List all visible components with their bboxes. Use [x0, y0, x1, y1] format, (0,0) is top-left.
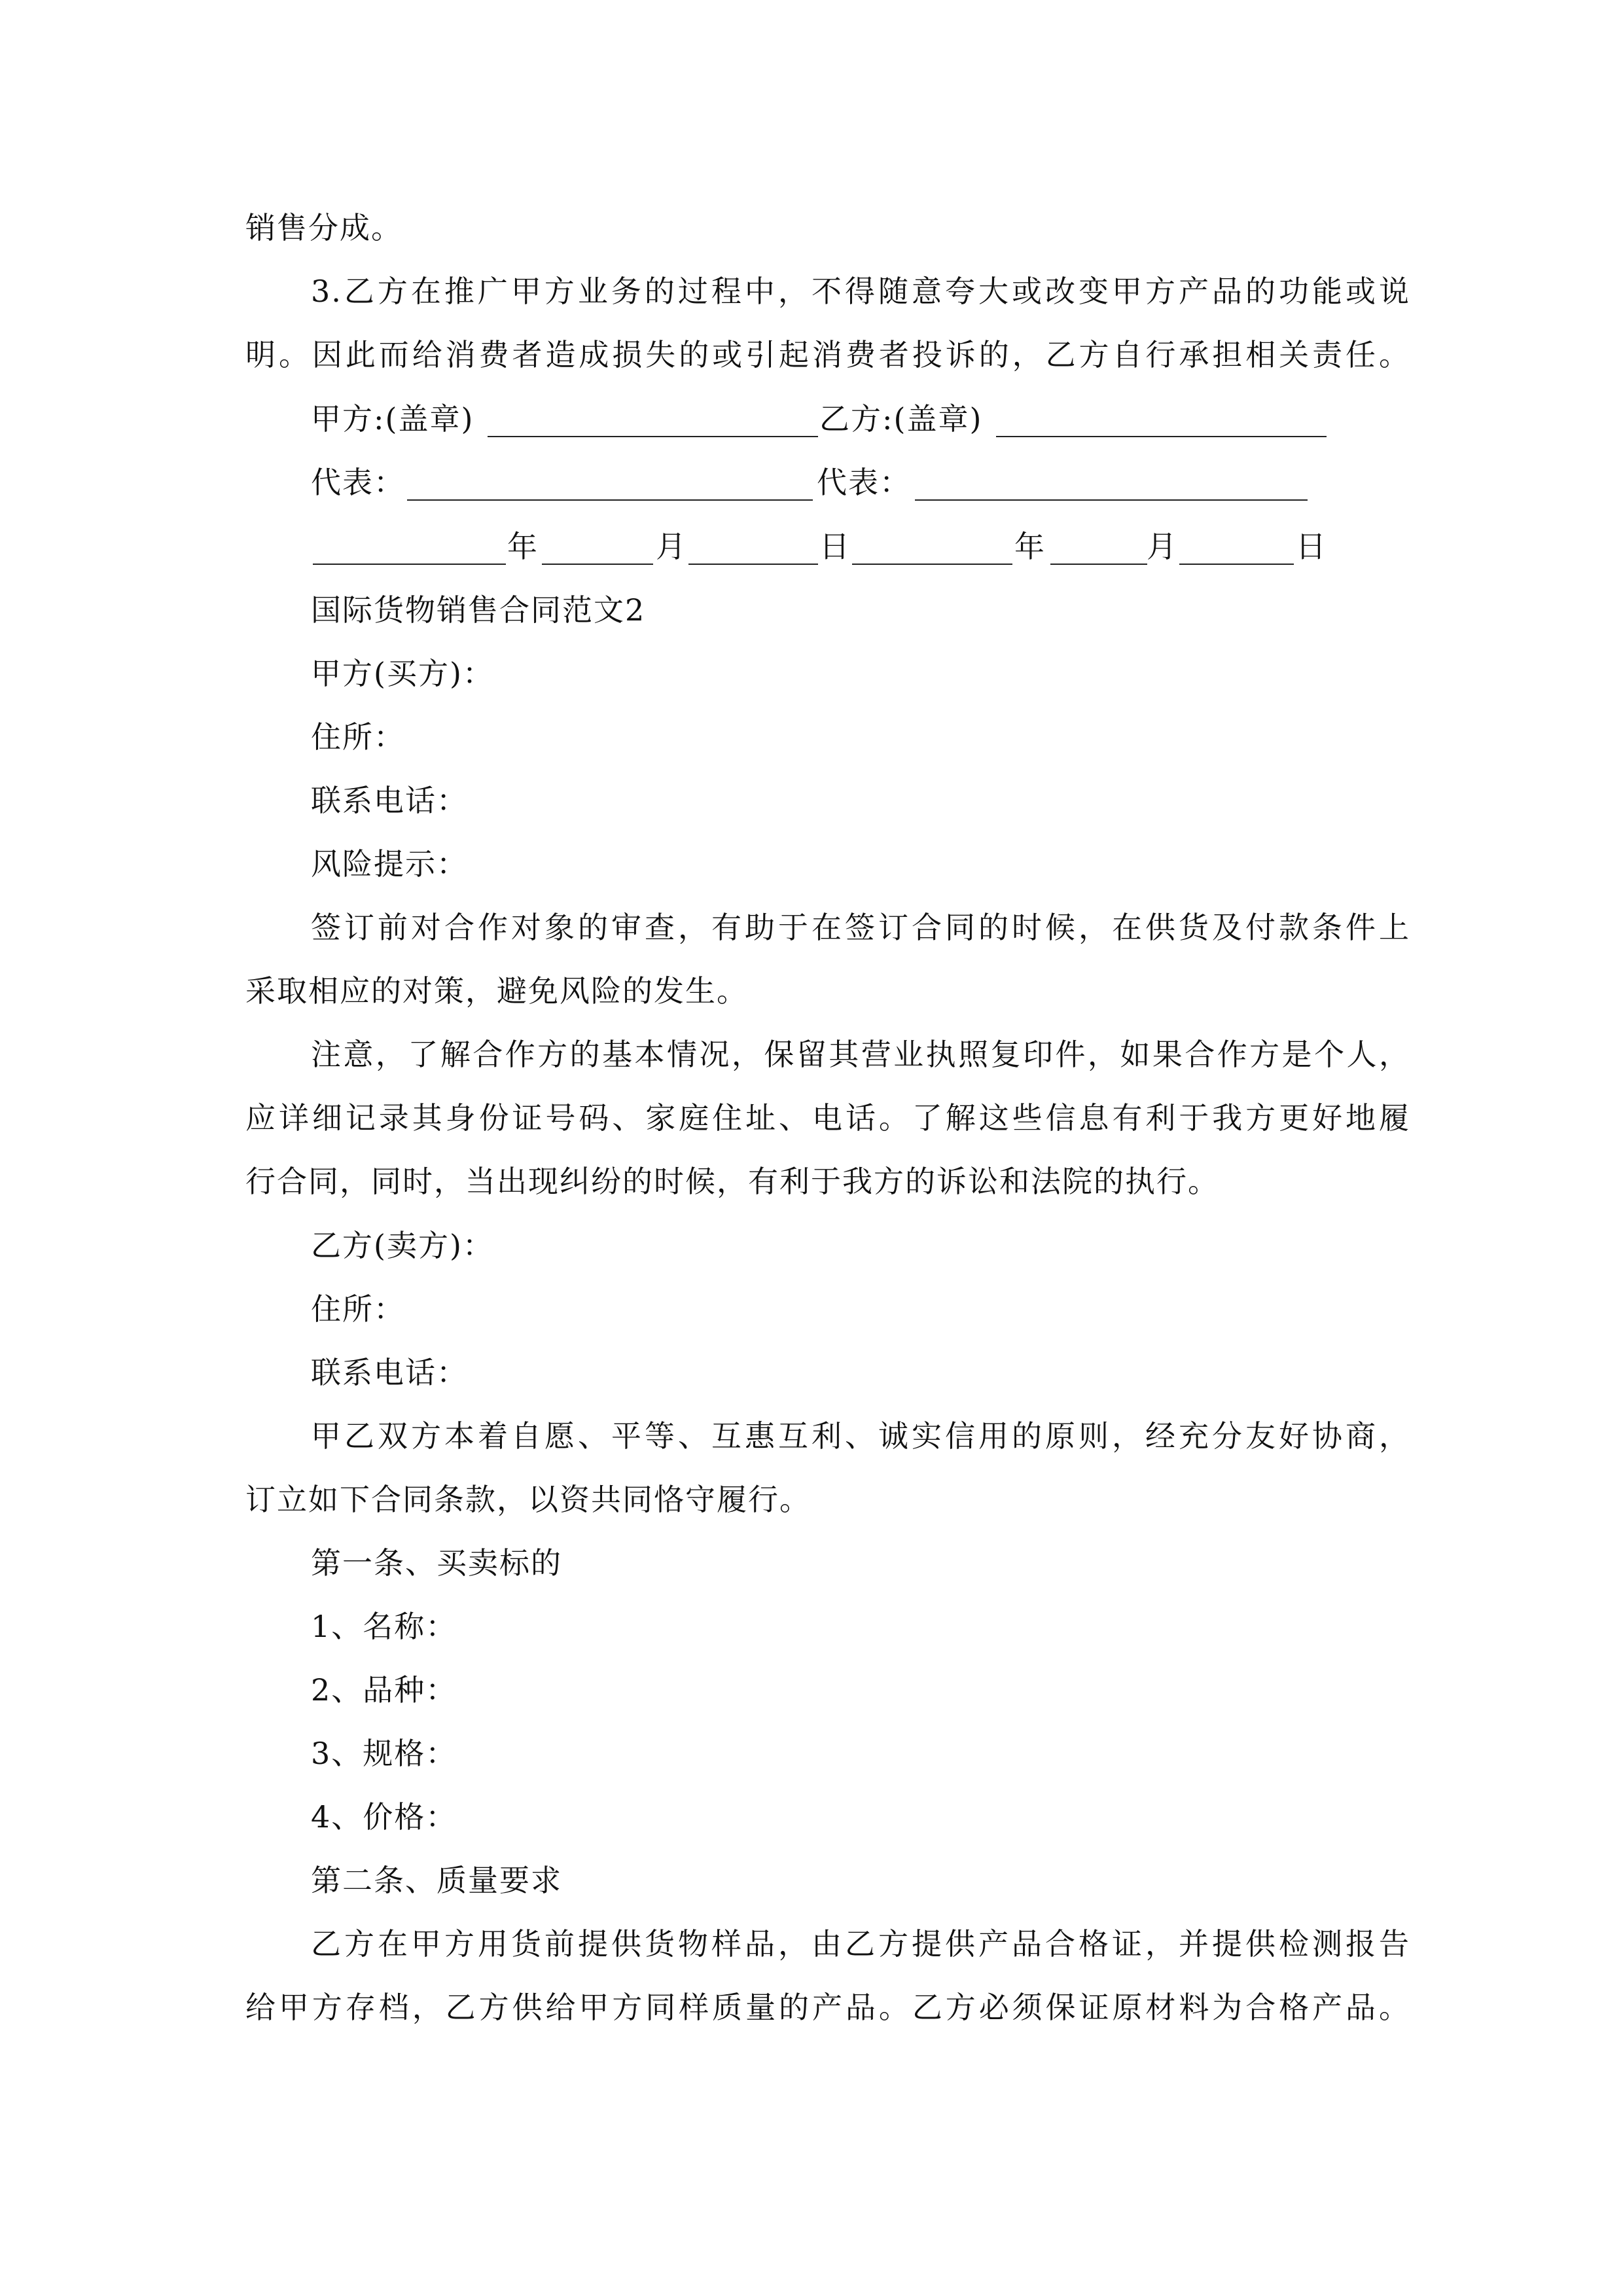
text-line: 风险提示：: [311, 846, 468, 882]
text-line: 行合同，同时，当出现纠纷的时候，有利于我方的诉讼和法院的执行。: [245, 1164, 1219, 1199]
party-a-seal-label: 甲方:(盖章): [311, 401, 474, 437]
year-a-label: 年: [507, 529, 539, 564]
section-title: 国际货物销售合同范文2: [311, 592, 646, 628]
text-line: 给甲方存档，乙方供给甲方同样质量的产品。乙方必须保证原材料为合格产品。: [245, 1990, 1410, 2025]
text-line: 明。因此而给消费者造成损失的或引起消费者投诉的，乙方自行承担相关责任。: [245, 337, 1410, 372]
month-b-blank: [1050, 564, 1147, 565]
party-b-seal-blank: [996, 436, 1327, 437]
month-b-label: 月: [1147, 529, 1178, 564]
text-line: 采取相应的对策，避免风险的发生。: [245, 973, 748, 1009]
clause-title: 第一条、买卖标的: [311, 1545, 562, 1581]
text-line: 住所：: [311, 1291, 405, 1327]
text-line: 签订前对合作对象的审查，有助于在签订合同的时候，在供货及付款条件上: [311, 910, 1410, 945]
list-item: 2、品种：: [311, 1672, 457, 1708]
day-a-label: 日: [819, 529, 851, 564]
month-a-label: 月: [656, 529, 687, 564]
day-b-blank: [1179, 564, 1294, 565]
year-b-label: 年: [1014, 529, 1046, 564]
day-b-label: 日: [1296, 529, 1327, 564]
text-line: 应详细记录其身份证号码、家庭住址、电话。了解这些信息有利于我方更好地履: [245, 1100, 1410, 1136]
text-line: 联系电话：: [311, 1355, 468, 1390]
clause-title: 第二条、质量要求: [311, 1863, 562, 1898]
party-a-seal-blank: [488, 436, 818, 437]
text-line: 3.乙方在推广甲方业务的过程中，不得随意夸大或改变甲方产品的功能或说: [311, 274, 1410, 309]
text-line: 联系电话：: [311, 783, 468, 818]
year-b-blank: [852, 564, 1012, 565]
text-line: 注意，了解合作方的基本情况，保留其营业执照复印件，如果合作方是个人，: [311, 1037, 1410, 1072]
list-item: 1、名称：: [311, 1609, 457, 1644]
rep-a-blank: [407, 499, 813, 501]
text-line: 订立如下合同条款，以资共同恪守履行。: [245, 1482, 811, 1517]
text-line: 甲方(买方)：: [311, 656, 494, 691]
text-line: 住所：: [311, 719, 405, 755]
list-item: 3、规格：: [311, 1736, 457, 1771]
rep-a-label: 代表：: [311, 465, 405, 500]
year-a-blank: [313, 564, 506, 565]
day-a-blank: [688, 564, 818, 565]
text-line: 乙方在甲方用货前提供货物样品，由乙方提供产品合格证，并提供检测报告: [311, 1926, 1410, 1962]
text-line: 乙方(卖方)：: [311, 1228, 494, 1263]
list-item: 4、价格：: [311, 1799, 457, 1835]
party-b-seal-label: 乙方:(盖章): [819, 401, 983, 437]
rep-b-label: 代表：: [817, 465, 911, 500]
text-line: 甲乙双方本着自愿、平等、互惠互利、诚实信用的原则，经充分友好协商，: [311, 1418, 1410, 1454]
text-line: 销售分成。: [245, 210, 402, 245]
month-a-blank: [542, 564, 653, 565]
rep-b-blank: [915, 499, 1308, 501]
